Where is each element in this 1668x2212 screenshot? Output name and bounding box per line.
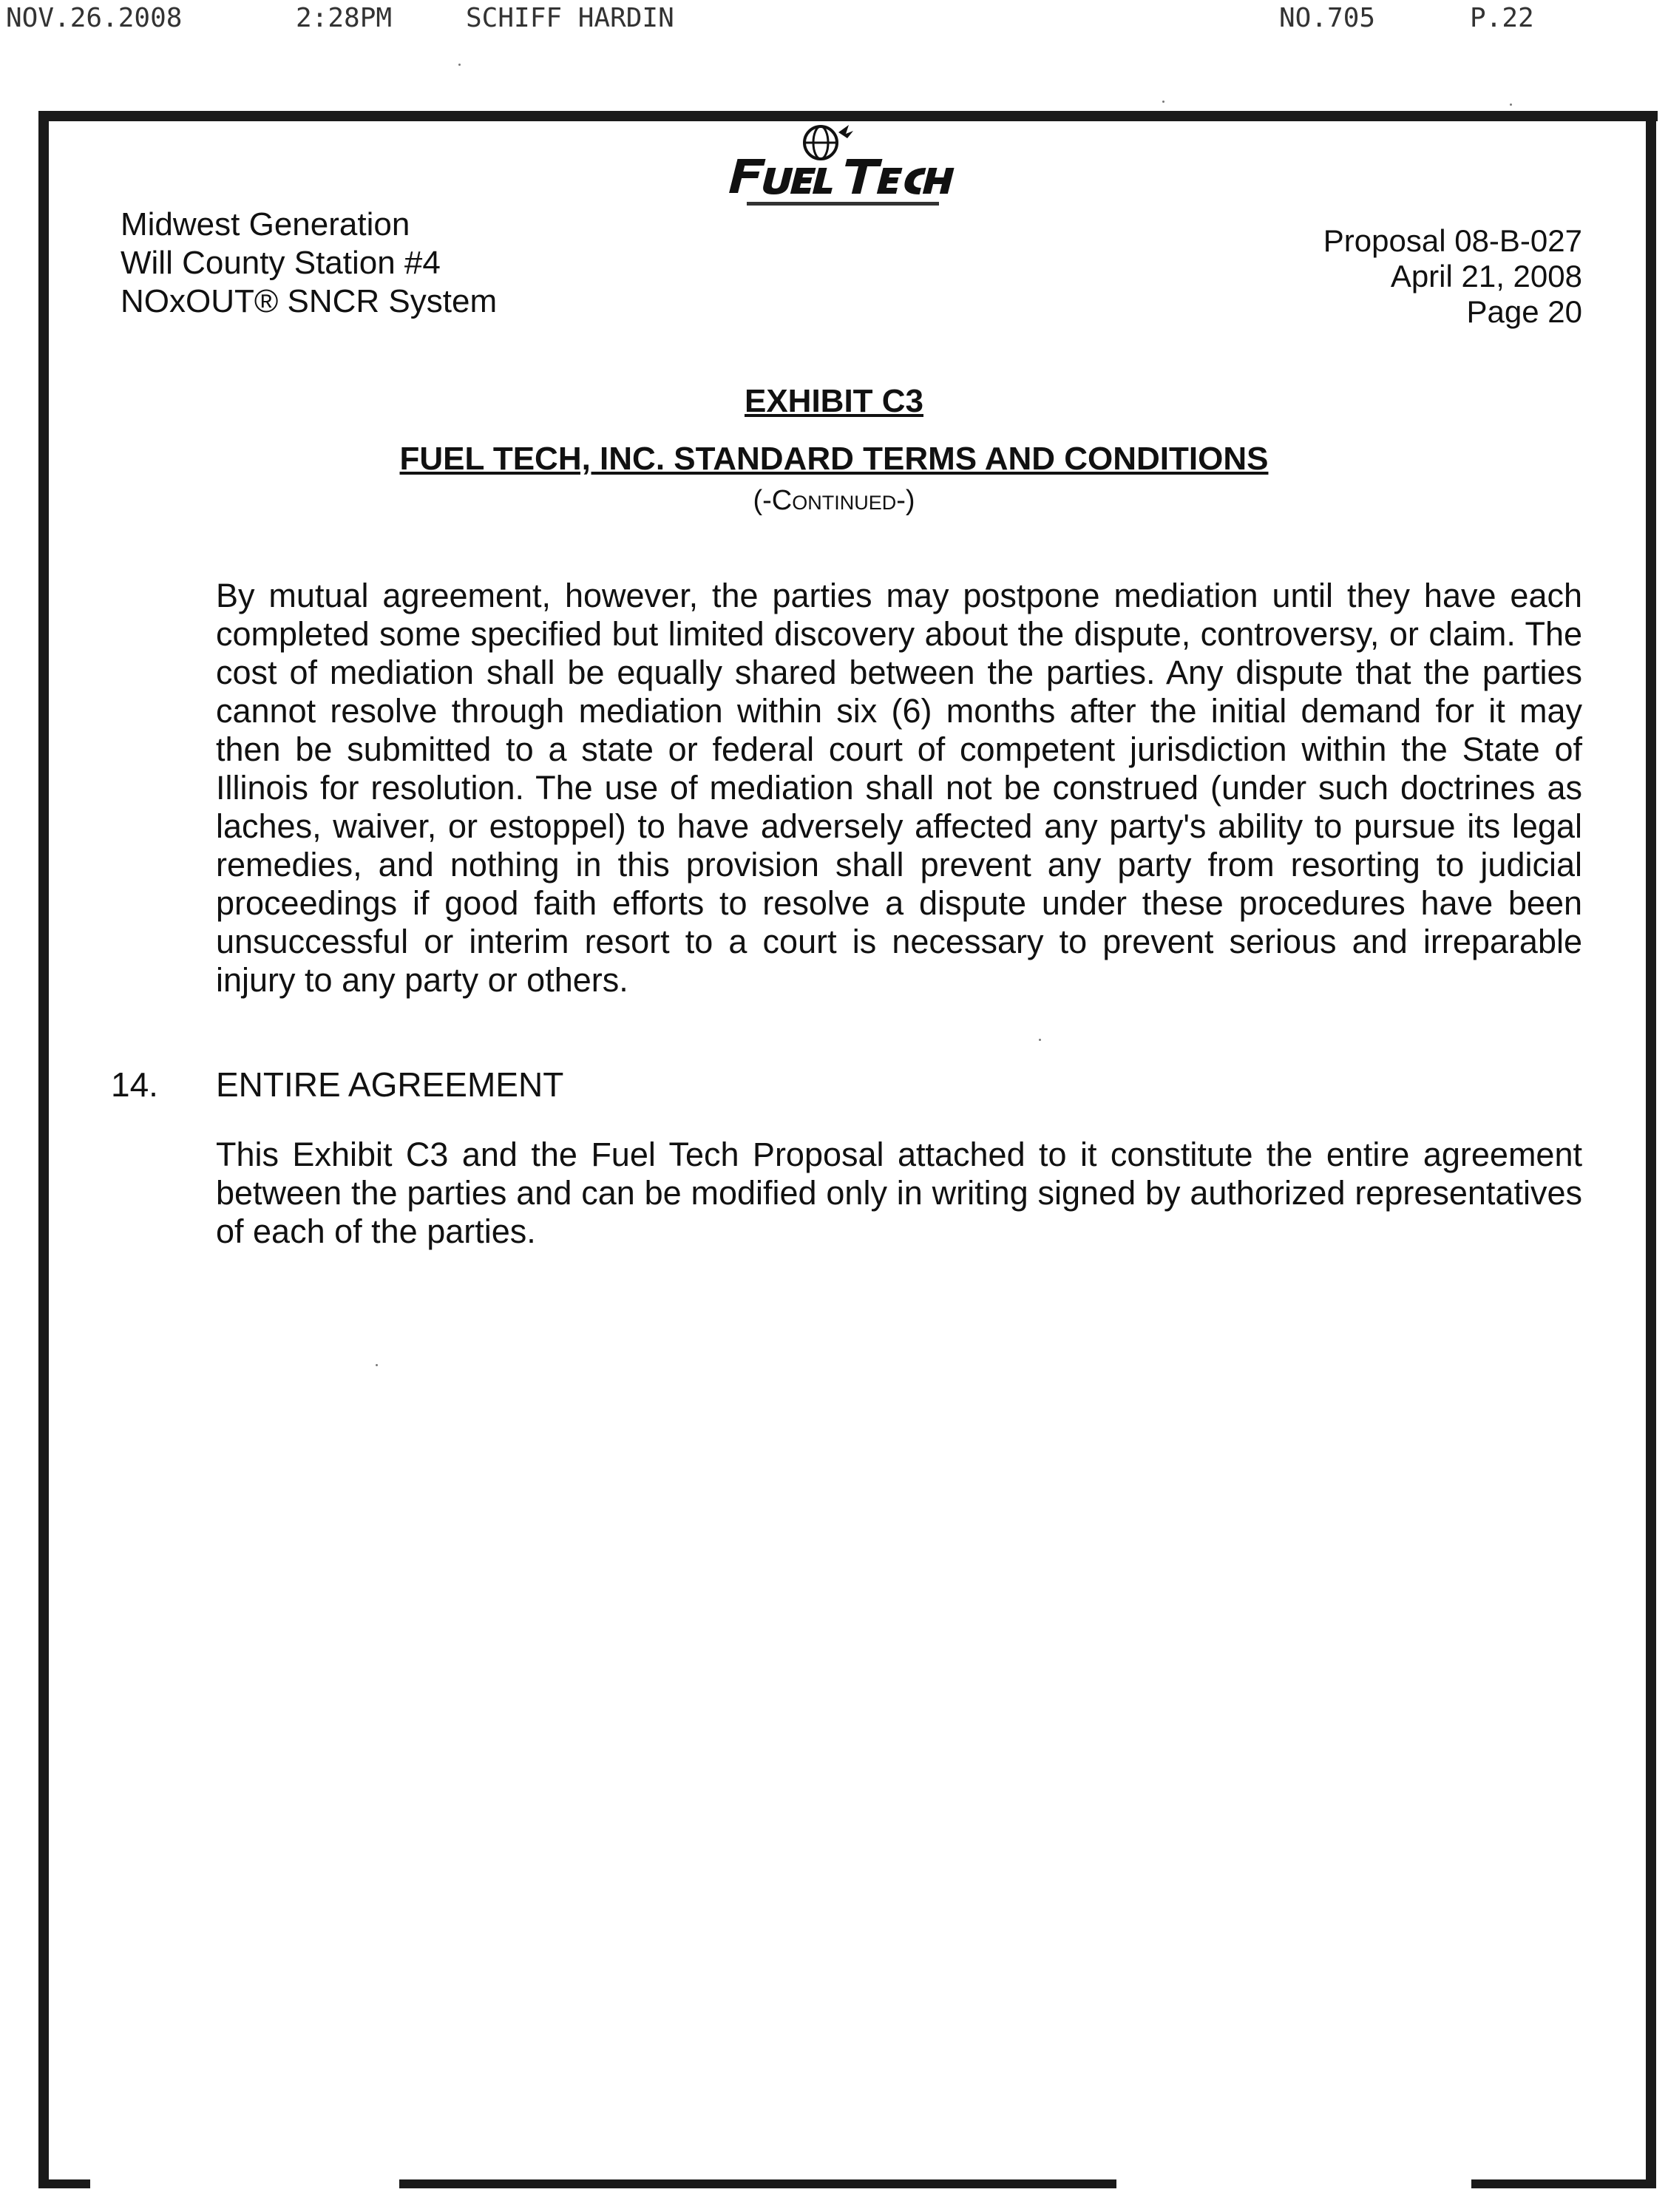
proposal-info-block xyxy=(1323,223,1582,330)
fax-page: P.22 xyxy=(1470,3,1534,33)
scan-speck xyxy=(1039,1039,1041,1041)
client-name: Midwest Generation xyxy=(121,206,410,242)
page-number: Page 20 xyxy=(1466,294,1582,329)
system-name: NOxOUT® SNCR System xyxy=(121,283,498,319)
continued-subtitle: (-Continued-) xyxy=(753,485,915,516)
mediation-paragraph: By mutual agreement, however, the parties may postpone mediation until they have each completed some specified but limited discovery about the dispute, controversy, or claim. The cost of mediation shall be equally shared between the parties. Any dispute that the parties cannot resolve through mediation within six (6) months after the initial demand for it may then be submitted to a state or federal court of competent jurisdiction within the State of Illinois for resolution. The use of mediation shall not be construed (under such doctrines as laches, waiver, or estoppel) to have adversely affected any party's ability to pursue its legal remedies, and nothing in this provision shall prevent any party from resorting to judicial proceedings if good faith efforts to resolve a dispute under these procedures have been unsuccessful or interim resort to a court is necessary to prevent serious and irreparable injury to any party or others. xyxy=(216,577,1582,999)
fuel-tech-logo-mark xyxy=(725,122,991,218)
proposal-number: Proposal 08-B-027 xyxy=(1323,223,1582,258)
fax-time: 2:28PM xyxy=(296,3,393,33)
page-frame-bottom-left xyxy=(38,2179,90,2188)
scan-speck xyxy=(1510,104,1512,106)
page-frame-top xyxy=(38,111,1658,121)
section-heading: ENTIRE AGREEMENT xyxy=(216,1065,564,1104)
client-address-block xyxy=(121,206,497,321)
scan-speck xyxy=(376,1364,378,1366)
page-frame-bottom-right xyxy=(1471,2179,1656,2188)
fax-number: NO.705 xyxy=(1279,3,1376,33)
fax-header xyxy=(0,3,1668,33)
fuel-tech-logo xyxy=(725,122,991,218)
page-frame-right xyxy=(1646,111,1656,2188)
scan-speck xyxy=(458,64,461,66)
station-name: Will County Station #4 xyxy=(121,245,441,281)
document-title: FUEL TECH, INC. STANDARD TERMS AND CONDITIONS xyxy=(399,441,1269,477)
section-number: 14. xyxy=(111,1065,158,1104)
entire-agreement-paragraph: This Exhibit C3 and the Fuel Tech Proposal attached to it constitute the entire agreement between the parties and can be modified only in writing signed by authorized representatives of each of the parties. xyxy=(216,1136,1582,1250)
proposal-date: April 21, 2008 xyxy=(1390,259,1582,294)
scan-speck xyxy=(1162,101,1164,103)
fax-date: NOV.26.2008 xyxy=(6,3,183,33)
exhibit-title: EXHIBIT C3 xyxy=(744,383,924,419)
page-frame-bottom-center xyxy=(399,2179,1116,2188)
fax-sender: SCHIFF HARDIN xyxy=(466,3,674,33)
page-frame-left xyxy=(38,111,49,2188)
